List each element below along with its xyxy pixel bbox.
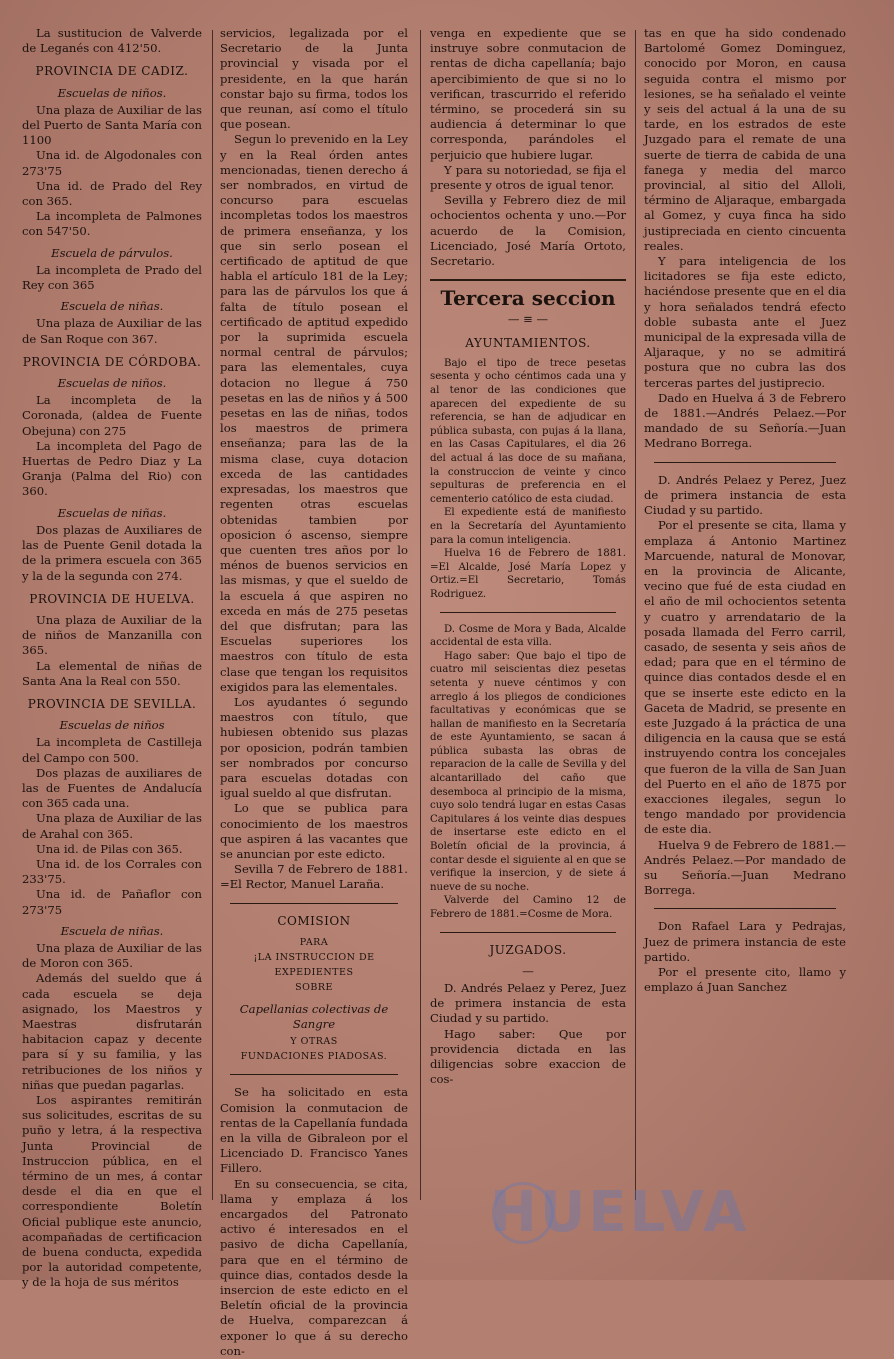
- paragraph: Bajo el tipo de trece pesetas sesenta y ocho céntimos cada una y al tenor de las condiciones que aparecen del expediente de su referencia, se han de adjudicar en pública subasta, con pujas á la llana, en las Casas Capitulares, el dia 26 del actual á las doce de su mañana, la construccion de veinte y cinco sepulturas de preferencia en el cementerio católico de esta ciudad.: [430, 357, 626, 505]
- column-rule: [635, 30, 636, 1200]
- paragraph: servicios, legalizada por el Secretario de la Junta provincial y visada por el presidente, en la que harán constar bajo su firma, todos los que reunan, así como el título que posean.: [220, 26, 408, 132]
- subsection-heading: Escuela de párvulos.: [51, 245, 173, 260]
- paragraph: La incompleta de Castilleja del Campo con 500.: [22, 735, 202, 765]
- small-caps-line: SOBRE: [295, 982, 333, 994]
- paragraph: Por el presente se cita, llama y emplaza á Antonio Martinez Marcuende, natural de Monovar, en la provincia de Alicante, vecino que fué de esta ciudad en el año de mil ochocientos setenta y cuatro y arrendatario de la posada llamada del Ferro carril, casado, de sesenta y seis años de edad; para que en el término de quince dias contados desde el en que se inserte este edicto en la Gaceta de Madrid, se presente en este Juzgado á la práctica de una diligencia en la causa que se está instruyendo contra los concejales que fueron de la villa de San Juan del Puerto en el año de 1875 por exacciones ilegales, segun lo tengo mandado por providencia de este dia.: [644, 518, 846, 837]
- separator-rule: [440, 612, 616, 613]
- separator-rule: [230, 903, 398, 904]
- paragraph: Una plaza de Auxiliar de las del Puerto de Santa María con 1100: [22, 102, 202, 148]
- section-heading: COMISION: [277, 913, 351, 928]
- paragraph: Una plaza de Auxiliar de las de San Roque con 367.: [22, 316, 202, 346]
- subsection-heading: Escuelas de niños.: [57, 85, 167, 100]
- paragraph: D. Cosme de Mora y Bada, Alcalde accidental de esta villa.: [430, 623, 626, 649]
- paragraph: Hago saber: Que por providencia dictada en las diligencias sobre exaccion de cos-: [430, 1026, 626, 1087]
- paragraph: D. Andrés Pelaez y Perez, Juez de primera instancia de esta Ciudad y su partido.: [644, 472, 846, 518]
- subsection-heading: Escuela de niñas.: [60, 923, 164, 938]
- small-caps-line: FUNDACIONES PIADOSAS.: [240, 1051, 388, 1063]
- paragraph: Sevilla 7 de Febrero de 1881. =El Rector, Manuel Laraña.: [220, 862, 408, 892]
- section-heading: AYUNTAMIENTOS.: [465, 335, 591, 350]
- paragraph: Hago saber: Que bajo el tipo de cuatro mil seiscientas diez pesetas setenta y nueve céntimos y con arreglo á los pliegos de condiciones facultativas y económicas que se hallan de manifiesto en la Secretaría de este Ayuntamiento, se sacan á pública subasta las obras de reparacion de la calle de Sevilla y del alcantarillado del caño que desemboca al principio de la misma, cuyo solo tendrá lugar en estas Casas Capitulares á los veinte dias despues de insertarse este edicto en el Boletín oficial de la provincia, á contar desde el siguiente al en que se verifique la insercion, y de siete á nueve de su noche.: [430, 650, 626, 893]
- paragraph: La sustitucion de Valverde de Leganés con 412'50.: [22, 26, 202, 56]
- section-heading: PROVINCIA DE CÓRDOBA.: [22, 354, 202, 369]
- paragraph: Una id. de Pilas con 365.: [36, 841, 183, 856]
- subsection-heading: Capellanias colectivas de Sangre: [239, 1001, 389, 1031]
- paragraph: En su consecuencia, se cita, llama y emplaza á los encargados del Patronato activo é interesados en el pasivo de dicha Capellanía, para que en el término de quince dias, contados desde la insercion de este edicto en el Beletín oficial de la provincia de Huelva, comparezcan á exponer lo que á su derecho con-: [220, 1176, 408, 1358]
- paragraph: Una id. de Pañaflor con 273'75: [22, 887, 202, 917]
- paragraph: Los aspirantes remitirán sus solicitudes, escritas de su puño y letra, á la respectiva Junta Provincial de Instruccion pública, en el término de un mes, á contar desde el dia en que el correspondiente Boletín Oficial publique este anuncio, acompañadas de certificacion de buena conducta, expedida por la autoridad competente, y de la hoja de sus méritos: [22, 1093, 202, 1290]
- column-3: [430, 26, 626, 1087]
- subsection-heading: Escuela de niñas.: [60, 299, 164, 314]
- column-1: [22, 26, 202, 1291]
- paragraph: venga en expediente que se instruye sobre conmutacion de rentas de dicha capellanía; bajo apercibimiento de que si no lo verifican, trascurrido el referido término, se procederá sin su audiencia á determinar lo que corresponda, parándoles el perjuicio que hubiere lugar.: [430, 26, 626, 162]
- paragraph: Sevilla y Febrero diez de mil ochocientos ochenta y uno.—Por acuerdo de la Comision, Licenciado, José María Ortoto, Secretario.: [430, 193, 626, 269]
- section-heading: JUZGADOS.: [489, 942, 567, 957]
- watermark: HUELVA: [490, 1180, 750, 1245]
- section-heading: PROVINCIA DE HUELVA.: [29, 591, 195, 606]
- paragraph: tas en que ha sido condenado Bartolomé Gomez Dominguez, conocido por Moron, en causa seguida contra el mismo por lesiones, se ha señalado el veinte y seis del actual á la una de su tarde, en los estrados de este Juzgado para el remate de una suerte de tierra de cabida de una fanega y media del marco provincial, al sitio del Alloli, término de Aljaraque, embargada al Gomez, y cuya finca ha sido justipreciada en ciento cincuenta reales.: [644, 26, 846, 253]
- separator-rule: [230, 1074, 398, 1075]
- paragraph: Dado en Huelva á 3 de Febrero de 1881.—Andrés Pelaez.—Por mandado de su Señoría.—Juan Medrano Borrega.: [644, 390, 846, 451]
- paragraph: Una id. de Prado del Rey con 365.: [22, 178, 202, 209]
- section-heading: PROVINCIA DE CADIZ.: [35, 64, 189, 79]
- paragraph: Además del sueldo que á cada escuela se deja asignado, los Maestros y Maestras disfrutarán habitacion capaz y decente para sí y su familia, y las retribuciones de los niños y niñas que puedan pagarlas.: [22, 971, 202, 1092]
- paragraph: Y para su notoriedad, se fija el presente y otros de igual tenor.: [430, 162, 626, 193]
- paragraph: D. Andrés Pelaez y Perez, Juez de primera instancia de esta Ciudad y su partido.: [430, 981, 626, 1026]
- paragraph: Los ayudantes ó segundo maestros con título, que hubiesen obtenido sus plazas por oposicion, podrán tambien ser nombrados por concurso para escuelas dotadas con igual sueldo al que disfrutan.: [220, 694, 408, 801]
- paragraph: Dos plazas de auxiliares de las de Fuentes de Andalucía con 365 cada una.: [22, 765, 202, 811]
- paragraph: La incompleta de Prado del Rey con 365: [22, 262, 202, 293]
- column-rule: [420, 30, 421, 1200]
- paragraph: La elemental de niñas de Santa Ana la Real con 550.: [22, 658, 202, 688]
- small-caps-line: Y OTRAS: [290, 1036, 338, 1047]
- separator-rule: [430, 279, 626, 281]
- small-caps-line: ¡LA INSTRUCCION DE EXPEDIENTES: [253, 951, 375, 979]
- paragraph: Una id. de los Corrales con 233'75.: [22, 856, 202, 887]
- section-title: Tercera seccion: [440, 286, 616, 311]
- paragraph: Don Rafael Lara y Pedrajas, Juez de primera instancia de este partido.: [644, 919, 846, 964]
- paragraph: Lo que se publica para conocimiento de los maestros que aspiren á las vacantes que se anuncian por este edicto.: [220, 801, 408, 861]
- subsection-heading: Escuelas de niños: [59, 718, 165, 733]
- ornament: — ≡ —: [507, 312, 549, 327]
- separator-rule: [654, 462, 836, 463]
- paragraph: Segun lo prevenido en la Ley y en la Real órden antes mencionadas, tienen derecho á ser nombrados, en virtud de concurso para escuelas incompletas todos los maestros de primera enseñanza, y los que sin serlo posean el certificado de aptitud de que habla el artículo 181 de la Ley; para las de párvulos los que á falta de título posean el certificado de aptitud expedido por la suprimida escuela normal central de párvulos; para las elementales, cuya dotacion no llegue á 750 pesetas en las de niños y á 500 pesetas en las de niñas, todos los maestros de primera enseñanza; para las de la misma clase, cuya dotacion exceda de las cantidades expresadas, los maestros que regenten otras escuelas obtenidas tambien por oposicion ó ascenso, siempre que cuenten tres años por lo ménos de buenos servicios en las mismas, y que el sueldo de la escuela á que aspiren no exceda en más de 275 pesetas del que disfrutan; para las Escuelas superiores los maestros con título de esta clase que tengan los requisitos exigidos para las elementales.: [220, 132, 408, 694]
- paragraph: La incompleta del Pago de Huertas de Pedro Diaz y La Granja (Palma del Rio) con 360.: [22, 438, 202, 499]
- paragraph: Huelva 9 de Febrero de 1881.—Andrés Pelaez.—Por mandado de su Señoría.—Juan Medrano Borrega.: [644, 837, 846, 898]
- small-caps-line: PARA: [299, 936, 329, 948]
- paragraph: Se ha solicitado en esta Comision la conmutacion de rentas de la Capellanía fundada en la villa de Gibraleon por el Licenciado D. Francisco Yanes Fillero.: [220, 1085, 408, 1176]
- ornament: —: [522, 963, 534, 978]
- paragraph: Una plaza de Auxiliar de las de Arahal con 365.: [22, 811, 202, 841]
- paragraph: Una id. de Algodonales con 273'75: [22, 148, 202, 178]
- separator-rule: [654, 908, 836, 909]
- paragraph: Por el presente cito, llamo y emplazo á Juan Sanchez: [644, 964, 846, 995]
- paragraph: Una plaza de Auxiliar de las de Moron con 365.: [22, 940, 202, 971]
- column-4: [644, 26, 846, 995]
- separator-rule: [440, 932, 616, 933]
- subsection-heading: Escuelas de niños.: [57, 376, 167, 391]
- paragraph: Dos plazas de Auxiliares de las de Puente Genil dotada la de la primera escuela con 365 y la de la segunda con 274.: [22, 522, 202, 583]
- paragraph: Y para inteligencia de los licitadores se fija este edicto, haciéndose presente que en el dia y hora señalados tendrá efecto doble subasta ante el Juez municipal de la expresada villa de Aljaraque, y no se admitirá postura que no cubra las dos terceras partes del justiprecio.: [644, 254, 846, 390]
- section-heading: PROVINCIA DE SEVILLA.: [27, 696, 197, 711]
- subsection-heading: Escuelas de niñas.: [57, 505, 167, 520]
- paragraph: La incompleta de la Coronada, (aldea de Fuente Obejuna) con 275: [22, 393, 202, 438]
- paragraph: La incompleta de Palmones con 547'50.: [22, 209, 202, 239]
- column-rule: [212, 30, 213, 1200]
- paragraph: Una plaza de Auxiliar de la de niños de Manzanilla con 365.: [22, 612, 202, 658]
- column-2: [220, 26, 408, 1359]
- paragraph: Huelva 16 de Febrero de 1881. =El Alcalde, José María Lopez y Ortiz.=El Secretario, Tomás Rodriguez.: [430, 548, 626, 600]
- paragraph: Valverde del Camino 12 de Febrero de 1881.=Cosme de Mora.: [430, 895, 626, 921]
- paragraph: El expediente está de manifiesto en la Secretaría del Ayuntamiento para la comun inteligencia.: [430, 507, 626, 546]
